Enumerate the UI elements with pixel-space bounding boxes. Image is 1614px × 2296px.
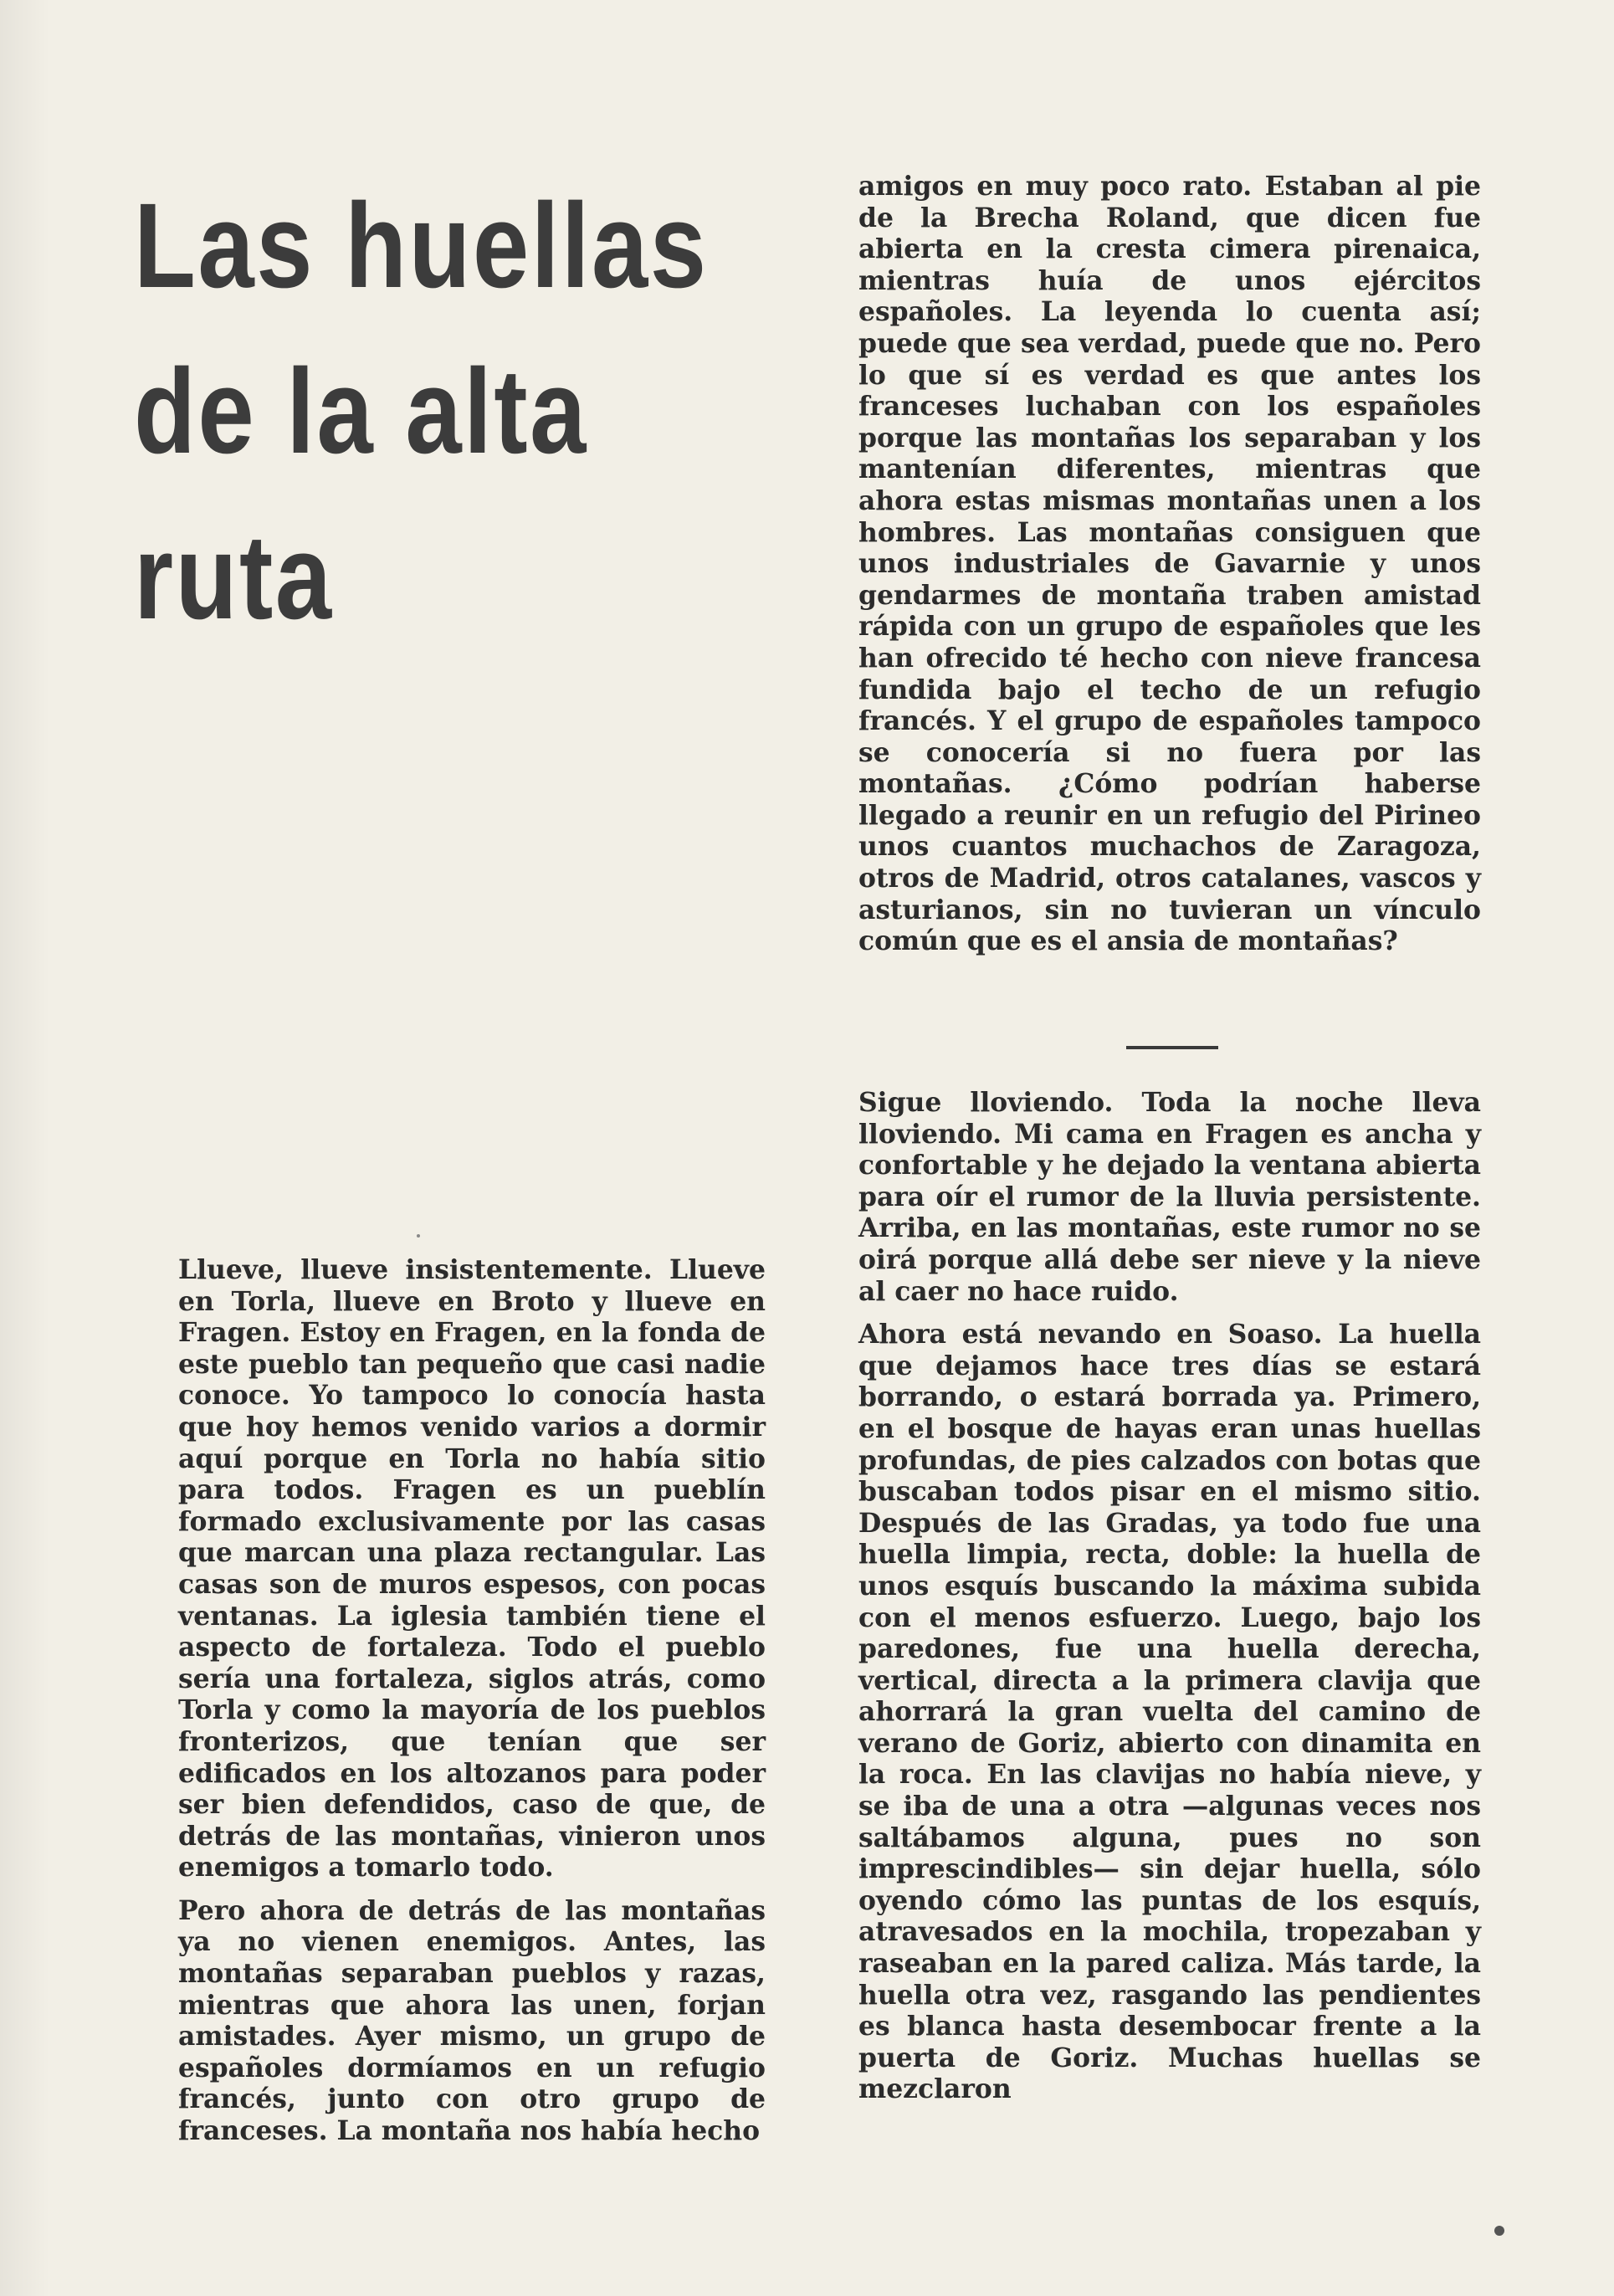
article-title [134,163,710,660]
title-line-2: de la alta [134,344,588,479]
left-paragraph-2: Pero ahora de detrás de las montañas ya no vienen enemigos. Antes, las montañas separaban pueblos y razas, mientras que ahora las unen, forjan amistades. Ayer mismo, un grupo de españoles dormíamos en un refugio francés, junto con otro grupo de franceses. La montaña nos había hecho [178,1895,766,2147]
section-separator [1126,1046,1218,1049]
right-column-bottom [858,1088,1481,2106]
right-top-paragraph: amigos en muy poco rato. Estaban al pie de la Brecha Roland, que dicen fue abierta en la cresta cimera pirenaica, mientras huía de unos ejércitos españoles. La leyenda lo cuenta así; puede que sea verdad, puede que no. Pero lo que sí es verdad es que antes los franceses luchaban con los españoles porque las montañas los separaban y los mantenían diferentes, mientras que ahora estas mismas montañas unen a los hombres. Las montañas consiguen que unos industriales de Gavarnie y unos gendarmes de montaña traben amistad rápida con un grupo de españoles que les han ofrecido té hecho con nieve francesa fundida bajo el techo de un refugio francés. Y el grupo de españoles tampoco se conocería si no fuera por las montañas. ¿Cómo podrían haberse llegado a reunir en un refugio del Pirineo unos cuantos muchachos de Zaragoza, otros de Madrid, otros catalanes, vascos y asturianos, sin no tuvieran un vínculo común que es el ansia de montañas? [858,172,1481,957]
left-paragraph-1: Llueve, llueve insistentemente. Llueve en Torla, llueve en Broto y llueve en Fragen. Estoy en Fragen, en la fonda de este pueblo tan pequeño que casi nadie conoce. Yo tampoco lo conocía hasta que hoy hemos venido varios a dormir aquí porque en Torla no había sitio para todos. Fragen es un pueblín formado exclusivamente por las casas que marcan una plaza rectangular. Las casas son de muros espesos, con pocas ventanas. La iglesia también tiene el aspecto de fortaleza. Todo el pueblo sería una fortaleza, siglos atrás, como Torla y como la mayoría de los pueblos fronterizos, que tenían que ser edificados en los altozanos para poder ser bien defendidos, caso de que, de detrás de las montañas, vinieron unos enemigos a tomarlo todo. [178,1255,766,1883]
title-line-3: ruta [134,510,334,644]
print-speck [417,1234,420,1238]
page-edge-shadow [0,0,50,2296]
left-column [178,1255,766,2148]
page-marker-dot [1494,2226,1504,2236]
title-line-1: Las huellas [134,178,709,313]
right-column-top [858,172,1481,958]
right-bottom-paragraph-2: Ahora está nevando en Soaso. La huella que dejamos hace tres días se estará borrando, o estará borrada ya. Primero, en el bosque de hayas eran unas huellas profundas, de pies calzados con botas que buscaban todos pisar en el mismo sitio. Después de las Gradas, ya todo fue una huella limpia, recta, doble: la huella de unos esquís buscando la máxima subida con el menos esfuerzo. Luego, bajo los paredones, fue una huella derecha, vertical, directa a la primera clavija que ahorrará la gran vuelta del camino de verano de Goriz, abierto con dinamita en la roca. En las clavijas no había nieve, y se iba de una a otra —algunas veces nos saltábamos alguna, pues no son imprescindibles— sin dejar huella, sólo oyendo cómo las puntas de los esquís, atravesados en la mochila, tropezaban y raseaban en la pared caliza. Más tarde, la huella otra vez, rasgando las pendientes es blanca hasta desembocar frente a la puerta de Goriz. Muchas huellas se mezclaron [858,1320,1481,2105]
right-bottom-paragraph-1: Sigue lloviendo. Toda la noche lleva lloviendo. Mi cama en Fragen es ancha y confortable y he dejado la ventana abierta para oír el rumor de la lluvia persistente. Arriba, en las montañas, este rumor no se oirá porque allá debe ser nieve y la nieve al caer no hace ruido. [858,1088,1481,1307]
